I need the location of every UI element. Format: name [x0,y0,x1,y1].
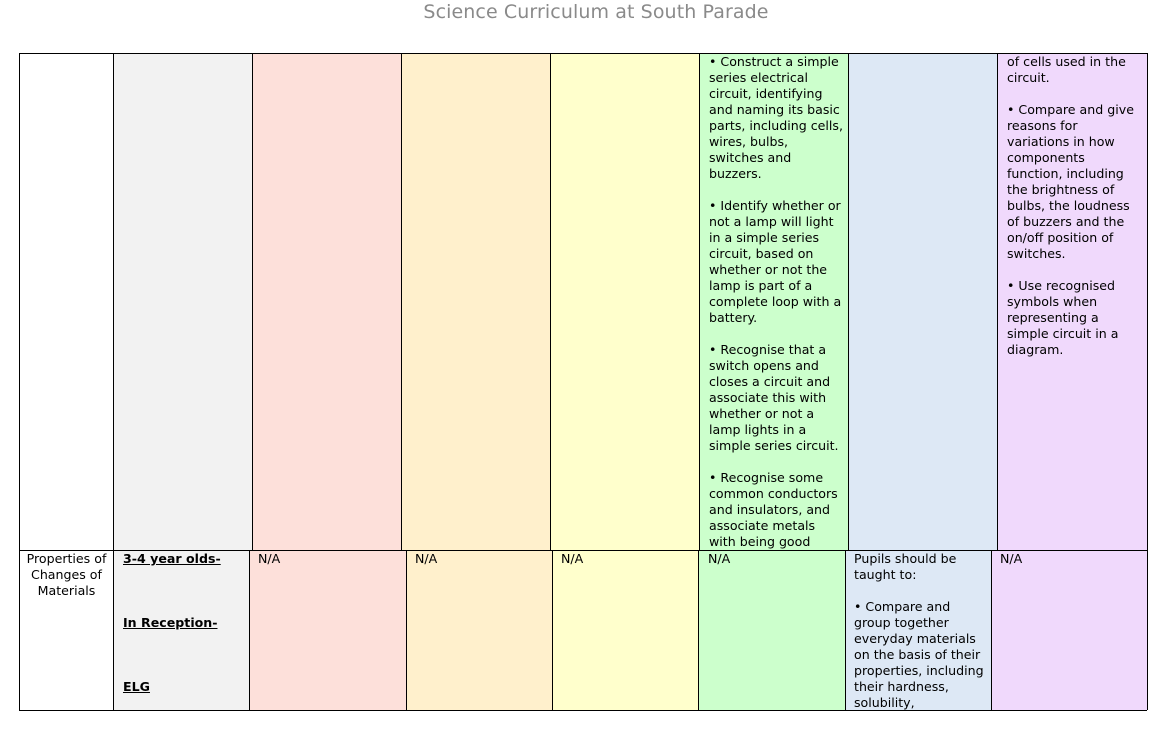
year1-cell [250,550,407,710]
objective-text: • Recognise that a switch opens and closes a circuit and associate this with whether or not a lamp lights in a simple series circuit. [709,342,839,453]
curriculum-table [19,53,1147,711]
year6-cell [992,550,1148,710]
eyfs-heading: In Reception- [123,615,218,630]
na-text: N/A [258,551,281,566]
objective-text: • Use recognised symbols when representing a simple circuit in a diagram. [1007,278,1119,357]
year4-cell [700,53,849,550]
objective-text: of cells used in the circuit. [1007,54,1126,85]
objective-text: Pupils should be taught to: [854,551,957,582]
year4-cell [699,550,846,710]
year3-cell [553,550,699,710]
objective-text: • Recognise some common conductors and insulators, and associate metals with being good [709,470,838,549]
year3-cell [551,53,700,550]
na-text: N/A [1000,551,1023,566]
eyfs-heading: ELG [123,679,150,694]
page-title: Science Curriculum at South Parade [423,1,769,23]
na-text: N/A [415,551,438,566]
objective-text: • Construct a simple series electrical circuit, identifying and naming its basic parts, including cells, wires, bulbs, switches and buzzers. [709,54,843,181]
objective-text: • Compare and group together everyday materials on the basis of their properties, including their hardness, solubility, [854,599,984,710]
topic-label: Properties of Changes of Materials [26,551,107,598]
table-row [19,550,1147,711]
topic-cell [20,550,114,710]
year2-cell [407,550,553,710]
year1-cell [253,53,402,550]
na-text: N/A [561,551,584,566]
year6-cell [998,53,1148,550]
table-row [19,53,1147,550]
topic-cell [20,53,114,550]
year5-cell [846,550,992,710]
objective-text: • Compare and give reasons for variations in how components function, including the brightness of bulbs, the loudness of buzzers and the on/off position of switches. [1007,102,1134,261]
eyfs-cell [114,550,250,710]
objective-text: • Identify whether or not a lamp will light in a simple series circuit, based on whether or not the lamp is part of a complete loop with a battery. [709,198,842,325]
eyfs-heading: 3-4 year olds- [123,551,221,566]
eyfs-cell [114,53,253,550]
year2-cell [402,53,551,550]
na-text: N/A [708,551,731,566]
year5-cell [849,53,998,550]
